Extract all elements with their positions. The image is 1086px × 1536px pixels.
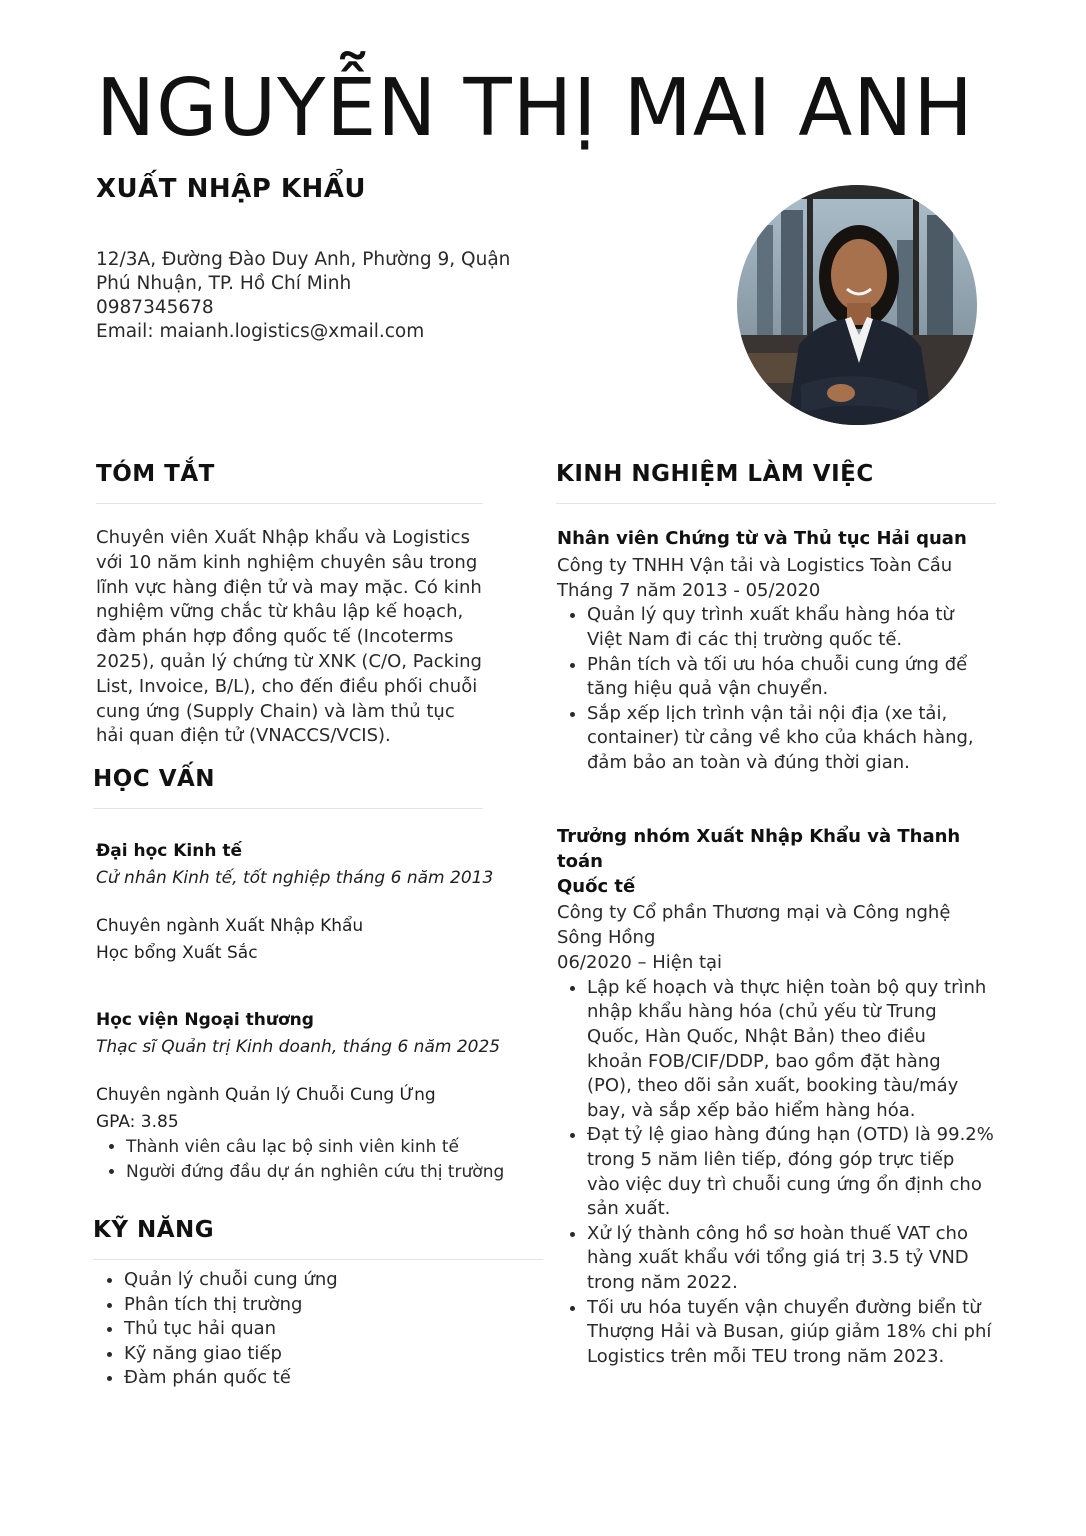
experience-divider (556, 503, 996, 504)
summary-line: lĩnh vực hàng điện tử và may mặc. Có kinh (96, 576, 482, 598)
summary-line: đàm phán hợp đồng quốc tế (Incoterms (96, 626, 454, 648)
major-text: Chuyên ngành Quản lý Chuỗi Cung Ứng (96, 1085, 436, 1105)
gpa-text: GPA: 3.85 (96, 1111, 179, 1132)
job-bullet: • Xử lý thành công hồ sơ hoàn thuế VAT cho hàng xuất khẩu với tổng giá trị 3.5 tỷ VND trong năm 2022. (587, 1222, 1007, 1296)
honor-text: Học bổng Xuất Sắc (96, 942, 258, 963)
summary-line: hải quan điện tử (VNACCS/VCIS). (96, 725, 391, 747)
summary-line: cung ứng (Supply Chain) và làm thủ tục (96, 700, 455, 722)
skill-item: • Thủ tục hải quan (124, 1317, 564, 1342)
experience-heading: KINH NGHIỆM LÀM VIỆC (556, 461, 874, 487)
education-heading: HỌC VẤN (93, 766, 216, 792)
summary-line: nghiệm vững chắc từ khâu lập kế hoạch, (96, 601, 464, 623)
profile-photo (737, 185, 977, 425)
job-bullet: • Phân tích và tối ưu hóa chuỗi cung ứng để tăng hiệu quả vận chuyển. (587, 653, 1007, 702)
job-bullet: • Đạt tỷ lệ giao hàng đúng hạn (OTD) là 99.2% trong 5 năm liên tiếp, đóng góp trực tiếp vào việc duy trì chuỗi cung ứng ổn định cho sản xuất. (587, 1123, 1007, 1221)
company-name: Công ty TNHH Vận tải và Logistics Toàn Cầu (557, 554, 953, 576)
skills-list (94, 1268, 564, 1391)
job-period: 06/2020 – Hiện tại (557, 951, 723, 973)
job-entry-1 (557, 527, 1007, 776)
job-bullet: • Quản lý quy trình xuất khẩu hàng hóa từ Việt Nam đi các thị trường quốc tế. (587, 603, 1007, 652)
phone-number: 0987345678 (96, 297, 214, 318)
summary-text (96, 526, 536, 749)
education-divider (93, 808, 483, 809)
company-name: Công ty Cổ phần Thương mại và Công nghệ Sông Hồng (557, 902, 951, 949)
job-title: Nhân viên Chứng từ và Thủ tục Hải quan (557, 528, 967, 549)
job-entry-2 (557, 825, 1007, 1369)
email-address: Email: maianh.logistics@xmail.com (96, 321, 425, 342)
skill-item: • Đàm phán quốc tế (124, 1366, 564, 1391)
job-period: Tháng 7 năm 2013 - 05/2020 (557, 579, 821, 601)
school-name: Đại học Kinh tế (96, 841, 243, 861)
skill-item: • Phân tích thị trường (124, 1293, 564, 1318)
degree-text: Cử nhân Kinh tế, tốt nghiệp tháng 6 năm 2013 (96, 867, 494, 888)
summary-line: 2025), quản lý chứng từ XNK (C/O, Packing (96, 650, 482, 672)
education-entry-2 (96, 1007, 556, 1185)
job-title: XUẤT NHẬP KHẨU (96, 174, 366, 204)
skills-heading: KỸ NĂNG (93, 1217, 215, 1243)
degree-text: Thạc sĩ Quản trị Kinh doanh, tháng 6 năm 2025 (96, 1036, 501, 1057)
job-bullet: • Tối ưu hóa tuyến vận chuyển đường biển từ Thượng Hải và Busan, giúp giảm 18% chi phí Logistics trên mỗi TEU trong năm 2023. (587, 1296, 1007, 1370)
job-title: Trưởng nhóm Xuất Nhập Khẩu và Thanh toán Quốc tế (557, 826, 961, 897)
contact-block (96, 248, 536, 344)
skills-divider (93, 1259, 543, 1260)
summary-line: List, Invoice, B/L), cho đến điều phối chuỗi (96, 675, 478, 697)
skill-item: • Quản lý chuỗi cung ứng (124, 1268, 564, 1293)
skill-item: • Kỹ năng giao tiếp (124, 1342, 564, 1367)
education-entry-1 (96, 838, 556, 966)
list-item: • Người đứng đầu dự án nghiên cứu thị trường (126, 1160, 556, 1185)
summary-line: với 10 năm kinh nghiệm chuyên sâu trong (96, 551, 478, 573)
major-text: Chuyên ngành Xuất Nhập Khẩu (96, 916, 364, 936)
list-item: • Thành viên câu lạc bộ sinh viên kinh tế (126, 1135, 556, 1160)
summary-line: Chuyên viên Xuất Nhập khẩu và Logistics (96, 527, 470, 548)
job-bullet: • Sắp xếp lịch trình vận tải nội địa (xe tải, container) từ cảng về kho của khách hàng, đảm bảo an toàn và đúng thời gian. (587, 702, 1007, 776)
school-name: Học viện Ngoại thương (96, 1010, 314, 1030)
job-bullet: • Lập kế hoạch và thực hiện toàn bộ quy trình nhập khẩu hàng hóa (chủ yếu từ Trung Quốc, Hàn Quốc, Nhật Bản) theo điều khoản FOB/CIF/DDP, bao gồm đặt hàng (PO), theo dõi sản xuất, booking tàu/máy bay, và sắp xếp bảo hiểm hàng hóa. (587, 976, 1007, 1124)
full-name: NGUYỄN THỊ MAI ANH (96, 62, 974, 154)
address-line-2: Phú Nhuận, TP. Hồ Chí Minh (96, 273, 352, 294)
summary-heading: TÓM TẮT (96, 461, 215, 487)
address-line-1: 12/3A, Đường Đào Duy Anh, Phường 9, Quận (96, 249, 511, 270)
summary-divider (96, 503, 483, 504)
